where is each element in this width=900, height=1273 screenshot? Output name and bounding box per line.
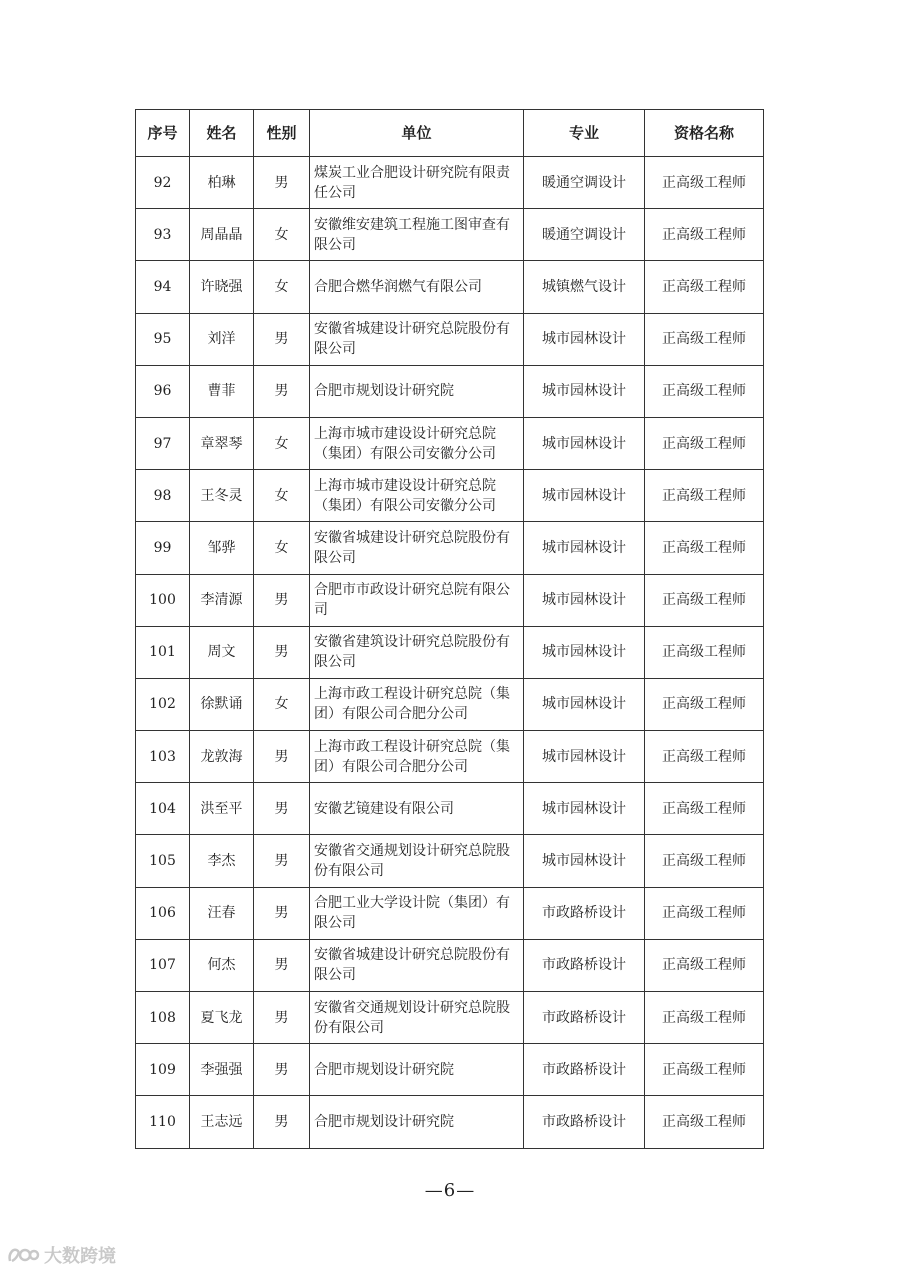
cell-unit: 合肥市市政设计研究总院有限公司: [310, 574, 524, 626]
cell-name: 王志远: [190, 1096, 254, 1148]
cell-major: 市政路桥设计: [524, 1096, 645, 1148]
cell-unit: 安徽维安建筑工程施工图审查有限公司: [310, 209, 524, 261]
table-row: [136, 365, 764, 417]
table-row: [136, 783, 764, 835]
header-cell-major: 专业: [524, 110, 645, 157]
cell-unit: 安徽省交通规划设计研究总院股份有限公司: [310, 992, 524, 1044]
cell-name: 李清源: [190, 574, 254, 626]
header-cell-unit: 单位: [310, 110, 524, 157]
cell-number: 108: [136, 992, 190, 1044]
cell-number: 92: [136, 157, 190, 209]
cell-qualification: 正高级工程师: [645, 992, 764, 1044]
cell-major: 城市园林设计: [524, 417, 645, 469]
cell-unit: 安徽艺镜建设有限公司: [310, 783, 524, 835]
cell-qualification: 正高级工程师: [645, 313, 764, 365]
cell-unit: 上海市城市建设设计研究总院（集团）有限公司安徽分公司: [310, 470, 524, 522]
cell-unit: 安徽省城建设计研究总院股份有限公司: [310, 522, 524, 574]
cell-name: 章翠琴: [190, 417, 254, 469]
cell-unit: 合肥合燃华润燃气有限公司: [310, 261, 524, 313]
cell-name: 周晶晶: [190, 209, 254, 261]
cell-major: 城市园林设计: [524, 574, 645, 626]
table-row: [136, 1044, 764, 1096]
cell-unit: 上海市城市建设设计研究总院（集团）有限公司安徽分公司: [310, 417, 524, 469]
cell-gender: 男: [254, 626, 310, 678]
cell-major: 市政路桥设计: [524, 939, 645, 991]
cell-number: 104: [136, 783, 190, 835]
cell-number: 101: [136, 626, 190, 678]
cell-name: 洪至平: [190, 783, 254, 835]
header-cell-number: 序号: [136, 110, 190, 157]
cell-name: 刘洋: [190, 313, 254, 365]
table-row: [136, 157, 764, 209]
cell-major: 城市园林设计: [524, 731, 645, 783]
cell-gender: 男: [254, 783, 310, 835]
cell-number: 109: [136, 1044, 190, 1096]
header-cell-gender: 性别: [254, 110, 310, 157]
cell-number: 102: [136, 678, 190, 730]
cell-gender: 男: [254, 939, 310, 991]
cell-gender: 男: [254, 157, 310, 209]
cell-major: 市政路桥设计: [524, 887, 645, 939]
cell-major: 暖通空调设计: [524, 157, 645, 209]
cell-name: 王冬灵: [190, 470, 254, 522]
cell-major: 城市园林设计: [524, 365, 645, 417]
table-row: [136, 1096, 764, 1148]
cell-qualification: 正高级工程师: [645, 261, 764, 313]
cell-gender: 男: [254, 365, 310, 417]
table-row: [136, 209, 764, 261]
cell-unit: 上海市政工程设计研究总院（集团）有限公司合肥分公司: [310, 678, 524, 730]
cell-qualification: 正高级工程师: [645, 626, 764, 678]
cell-name: 周文: [190, 626, 254, 678]
table-row: [136, 522, 764, 574]
cell-gender: 男: [254, 574, 310, 626]
watermark-text: 大数跨境: [44, 1246, 116, 1267]
cell-number: 95: [136, 313, 190, 365]
cell-qualification: 正高级工程师: [645, 887, 764, 939]
cell-qualification: 正高级工程师: [645, 157, 764, 209]
cell-name: 汪春: [190, 887, 254, 939]
cell-name: 许晓强: [190, 261, 254, 313]
cell-number: 110: [136, 1096, 190, 1148]
table-row: [136, 835, 764, 887]
header-cell-qualification: 资格名称: [645, 110, 764, 157]
cell-gender: 女: [254, 209, 310, 261]
cell-major: 城市园林设计: [524, 783, 645, 835]
table-row: [136, 470, 764, 522]
cell-qualification: 正高级工程师: [645, 835, 764, 887]
cell-unit: 安徽省城建设计研究总院股份有限公司: [310, 313, 524, 365]
cell-gender: 男: [254, 313, 310, 365]
cell-gender: 男: [254, 1044, 310, 1096]
header-cell-name: 姓名: [190, 110, 254, 157]
cell-gender: 女: [254, 417, 310, 469]
cell-number: 107: [136, 939, 190, 991]
cell-number: 106: [136, 887, 190, 939]
cell-gender: 女: [254, 522, 310, 574]
cell-number: 105: [136, 835, 190, 887]
cell-gender: 女: [254, 678, 310, 730]
table-row: [136, 939, 764, 991]
cell-name: 夏飞龙: [190, 992, 254, 1044]
header-row: [136, 110, 764, 157]
cell-major: 城市园林设计: [524, 626, 645, 678]
cell-qualification: 正高级工程师: [645, 1096, 764, 1148]
cell-qualification: 正高级工程师: [645, 678, 764, 730]
cell-number: 96: [136, 365, 190, 417]
cell-name: 柏琳: [190, 157, 254, 209]
cell-qualification: 正高级工程师: [645, 783, 764, 835]
cell-qualification: 正高级工程师: [645, 365, 764, 417]
table-row: [136, 992, 764, 1044]
cell-major: 城市园林设计: [524, 313, 645, 365]
cell-major: 城镇燃气设计: [524, 261, 645, 313]
watermark: [6, 1242, 116, 1268]
table-row: [136, 417, 764, 469]
cell-qualification: 正高级工程师: [645, 522, 764, 574]
cell-gender: 女: [254, 470, 310, 522]
cell-gender: 男: [254, 835, 310, 887]
cell-unit: 安徽省城建设计研究总院股份有限公司: [310, 939, 524, 991]
table-row: [136, 731, 764, 783]
cell-major: 市政路桥设计: [524, 1044, 645, 1096]
cell-gender: 男: [254, 1096, 310, 1148]
cell-gender: 男: [254, 992, 310, 1044]
cell-number: 97: [136, 417, 190, 469]
cell-qualification: 正高级工程师: [645, 731, 764, 783]
cell-name: 邹骅: [190, 522, 254, 574]
cell-qualification: 正高级工程师: [645, 1044, 764, 1096]
table-header: [136, 110, 764, 157]
watermark-logo-icon: [6, 1243, 40, 1267]
cell-name: 曹菲: [190, 365, 254, 417]
cell-major: 城市园林设计: [524, 522, 645, 574]
cell-unit: 上海市政工程设计研究总院（集团）有限公司合肥分公司: [310, 731, 524, 783]
cell-unit: 合肥市规划设计研究院: [310, 1044, 524, 1096]
cell-qualification: 正高级工程师: [645, 574, 764, 626]
cell-name: 何杰: [190, 939, 254, 991]
cell-major: 暖通空调设计: [524, 209, 645, 261]
table-row: [136, 574, 764, 626]
cell-unit: 合肥市规划设计研究院: [310, 1096, 524, 1148]
cell-gender: 男: [254, 887, 310, 939]
table-row: [136, 678, 764, 730]
cell-number: 94: [136, 261, 190, 313]
cell-unit: 煤炭工业合肥设计研究院有限责任公司: [310, 157, 524, 209]
cell-qualification: 正高级工程师: [645, 470, 764, 522]
cell-major: 城市园林设计: [524, 678, 645, 730]
cell-name: 龙敦海: [190, 731, 254, 783]
cell-number: 93: [136, 209, 190, 261]
cell-major: 城市园林设计: [524, 470, 645, 522]
table-row: [136, 313, 764, 365]
cell-number: 99: [136, 522, 190, 574]
cell-unit: 安徽省交通规划设计研究总院股份有限公司: [310, 835, 524, 887]
cell-number: 100: [136, 574, 190, 626]
table-row: [136, 261, 764, 313]
cell-number: 103: [136, 731, 190, 783]
table-body: [136, 157, 764, 1149]
cell-qualification: 正高级工程师: [645, 209, 764, 261]
cell-qualification: 正高级工程师: [645, 417, 764, 469]
cell-unit: 合肥工业大学设计院（集团）有限公司: [310, 887, 524, 939]
cell-unit: 安徽省建筑设计研究总院股份有限公司: [310, 626, 524, 678]
cell-number: 98: [136, 470, 190, 522]
cell-gender: 男: [254, 731, 310, 783]
cell-major: 城市园林设计: [524, 835, 645, 887]
page-number: —6—: [424, 1180, 476, 1201]
table-row: [136, 887, 764, 939]
table-row: [136, 626, 764, 678]
cell-unit: 合肥市规划设计研究院: [310, 365, 524, 417]
cell-major: 市政路桥设计: [524, 992, 645, 1044]
cell-name: 李杰: [190, 835, 254, 887]
cell-qualification: 正高级工程师: [645, 939, 764, 991]
cell-gender: 女: [254, 261, 310, 313]
cell-name: 李强强: [190, 1044, 254, 1096]
cell-name: 徐默诵: [190, 678, 254, 730]
personnel-table: [135, 109, 764, 1149]
